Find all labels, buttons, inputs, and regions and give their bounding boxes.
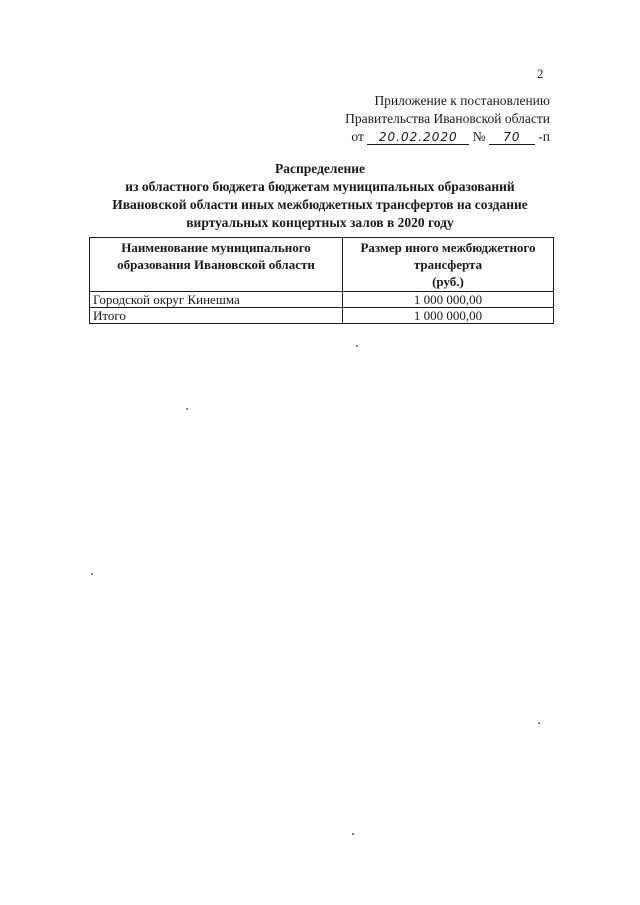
distribution-table	[89, 237, 554, 324]
scan-speck	[356, 345, 358, 347]
title-line-3: Ивановской области иных межбюджетных трансфертов на создание	[112, 197, 528, 212]
row-transfer-value: 1 000 000,00	[343, 292, 554, 308]
header-transfer-amount	[343, 238, 554, 292]
row-total-label: Итого	[90, 308, 343, 324]
row-municipality-name: Городской округ Кинешма	[90, 292, 343, 308]
scan-speck	[91, 573, 93, 575]
appendix-date-line	[345, 128, 550, 146]
page-number: 2	[537, 66, 544, 81]
handwritten-number: 70	[489, 131, 535, 145]
document-title	[40, 160, 600, 232]
number-prefix: №	[472, 129, 486, 144]
title-line-2: из областного бюджета бюджетам муниципальных образований	[125, 179, 515, 194]
appendix-line-2: Правительства Ивановской области	[345, 111, 550, 126]
appendix-header	[345, 92, 550, 146]
header-transfer-unit: (руб.)	[432, 274, 464, 289]
header-municipality: Наименование муниципального образования Ивановской области	[90, 238, 343, 292]
header-transfer-label: Размер иного межбюджетного трансферта	[360, 240, 536, 272]
scan-speck	[186, 408, 188, 410]
table-header-row	[90, 238, 554, 292]
table-row	[90, 292, 554, 308]
date-prefix: от	[351, 129, 364, 144]
title-line-1: Распределение	[274, 161, 366, 176]
row-total-value: 1 000 000,00	[343, 308, 554, 324]
table-row	[90, 308, 554, 324]
handwritten-date: 20.02.2020	[367, 131, 469, 145]
scan-speck	[352, 833, 354, 835]
title-line-4: виртуальных концертных залов в 2020 году	[186, 215, 454, 230]
appendix-line-1: Приложение к постановлению	[374, 93, 550, 108]
number-suffix: -п	[538, 129, 550, 144]
scan-speck	[538, 722, 540, 724]
